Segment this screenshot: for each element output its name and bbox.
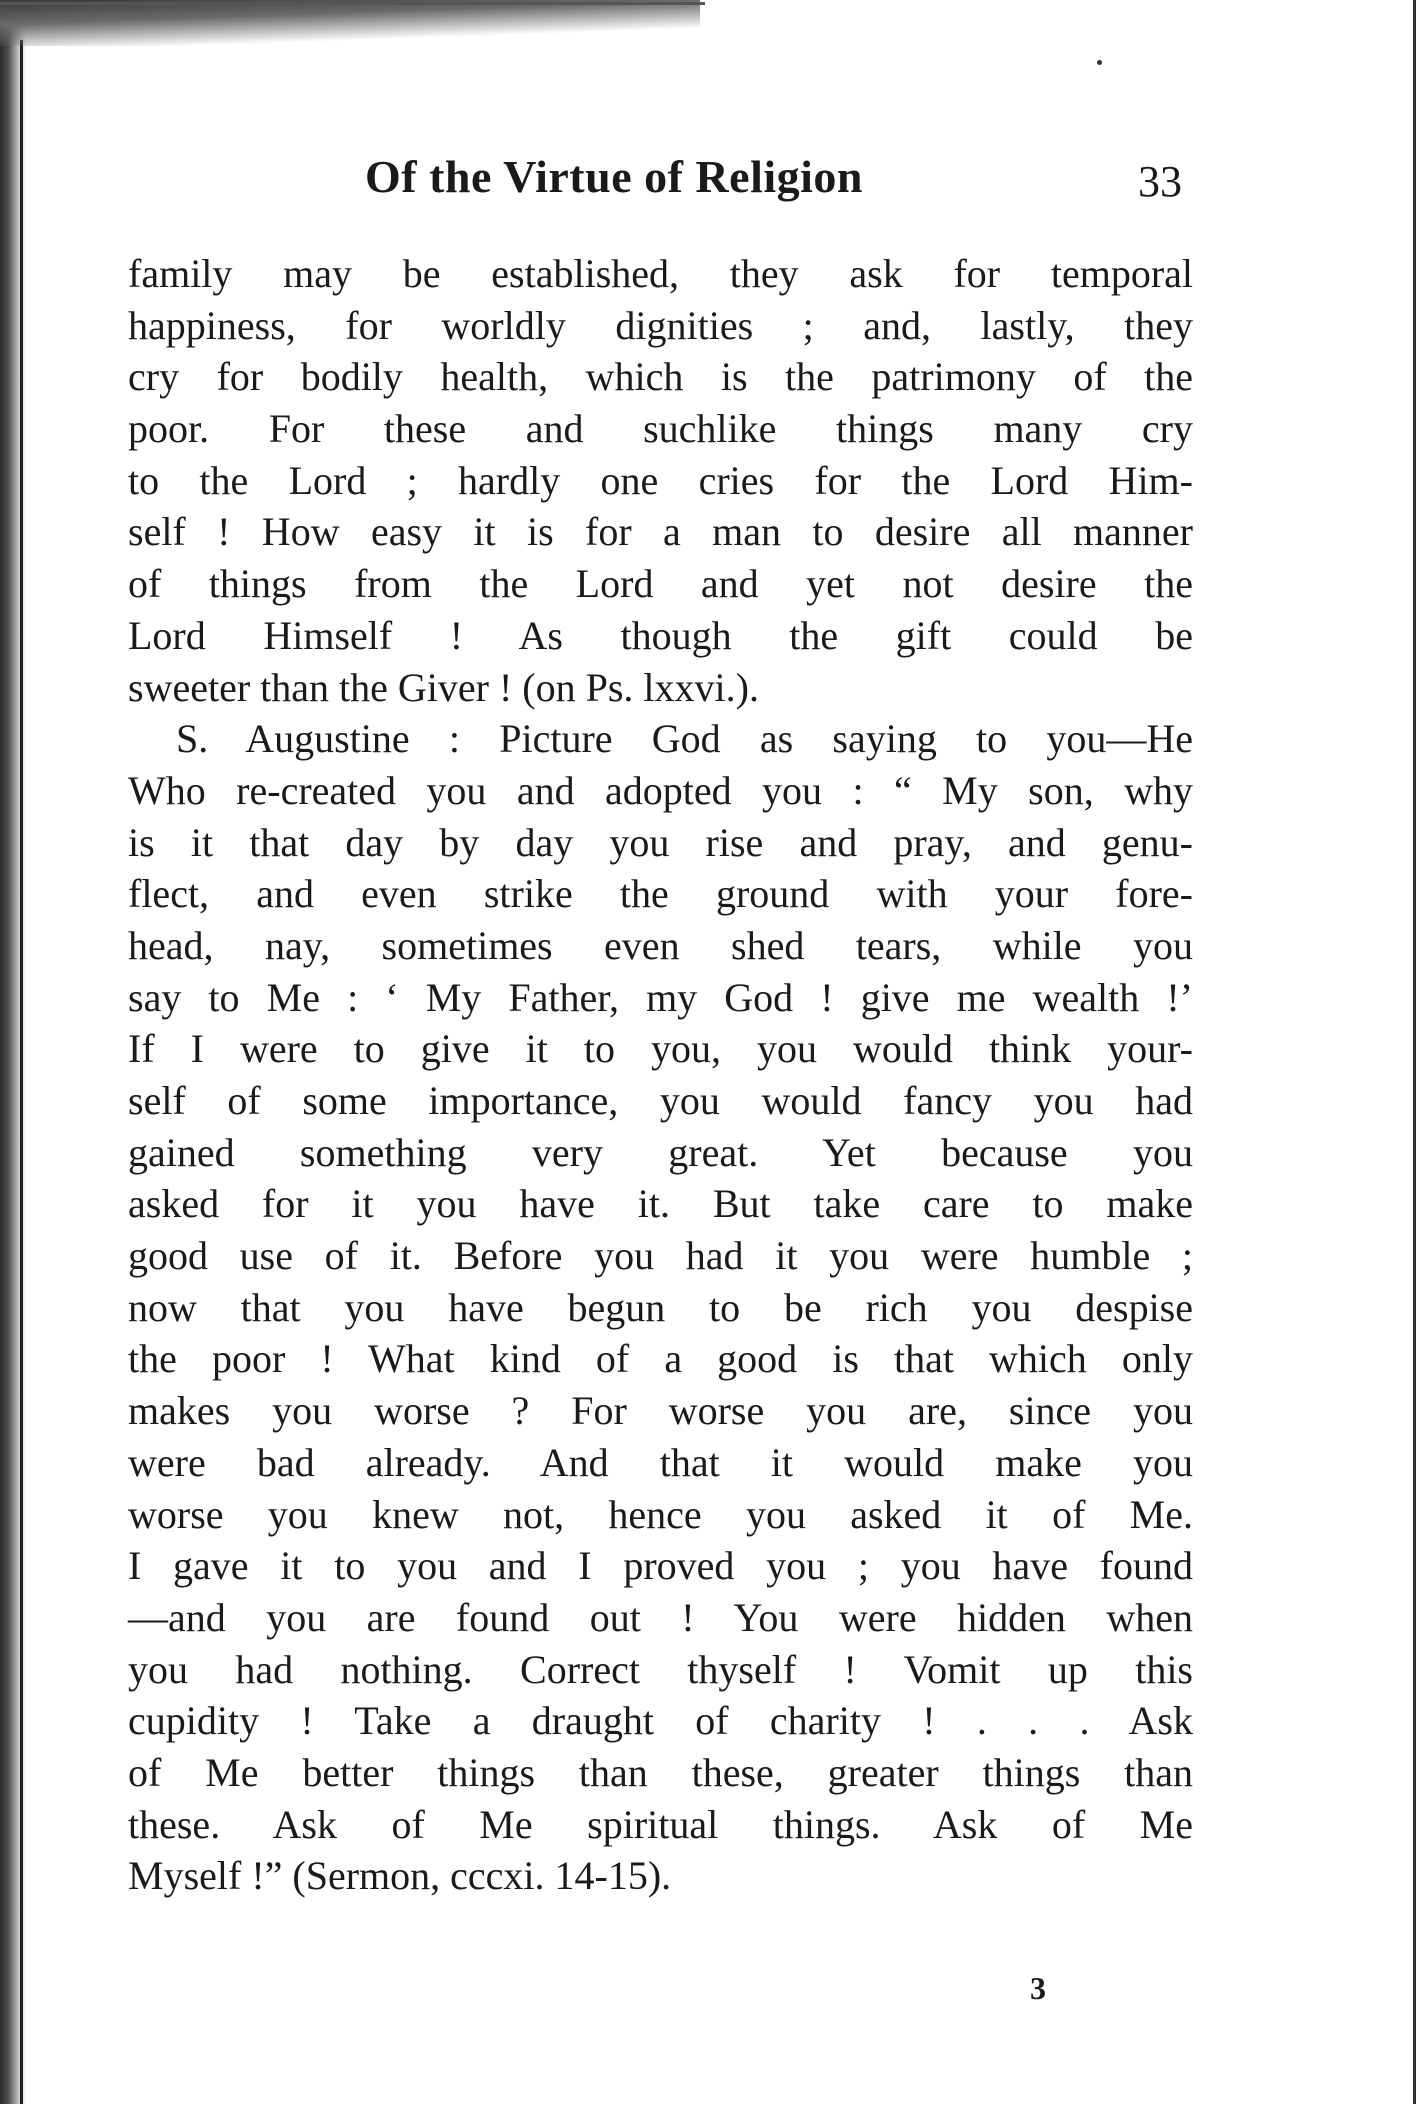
page-number: 33 bbox=[1138, 157, 1182, 206]
text-line: head, nay, sometimes even shed tears, while you bbox=[128, 922, 1193, 968]
text-line: sweeter than the Giver ! (on Ps. lxxvi.). bbox=[128, 664, 759, 710]
signature-mark: 3 bbox=[1030, 1970, 1046, 2006]
text-line: Lord Himself ! As though the gift could be bbox=[128, 612, 1193, 658]
scan-shadow-top bbox=[0, 0, 700, 46]
text-line: the poor ! What kind of a good is that which only bbox=[128, 1336, 1193, 1382]
text-line: cry for bodily health, which is the patrimony of the bbox=[128, 354, 1193, 400]
text-line: If I were to give it to you, you would think your- bbox=[128, 1026, 1193, 1072]
text-line: flect, and even strike the ground with your fore- bbox=[128, 871, 1193, 917]
body-text bbox=[128, 248, 1193, 1902]
text-line: makes you worse ? For worse you are, since you bbox=[128, 1388, 1193, 1434]
text-line: gained something very great. Yet because you bbox=[128, 1129, 1193, 1175]
text-line: I gave it to you and I proved you ; you have found bbox=[128, 1543, 1193, 1589]
text-line: now that you have begun to be rich you despise bbox=[128, 1284, 1193, 1330]
text-line: self of some importance, you would fancy you had bbox=[128, 1078, 1193, 1123]
text-line: S. Augustine : Picture God as saying to you—He bbox=[176, 716, 1193, 762]
text-line: worse you knew not, hence you asked it of Me. bbox=[128, 1491, 1193, 1537]
text-line: poor. For these and suchlike things many cry bbox=[128, 406, 1193, 452]
text-line: Who re-created you and adopted you : “ My son, why bbox=[128, 767, 1193, 813]
text-line: happiness, for worldly dignities ; and, lastly, they bbox=[128, 302, 1193, 348]
page-edge-top bbox=[0, 2, 705, 5]
page-edge-right bbox=[1413, 0, 1416, 2104]
text-line: to the Lord ; hardly one cries for the Lord Him- bbox=[128, 457, 1193, 503]
text-line: good use of it. Before you had it you were humble ; bbox=[128, 1233, 1193, 1279]
speck bbox=[1097, 60, 1102, 65]
text-line: —and you are found out ! You were hidden when bbox=[128, 1594, 1193, 1640]
text-line: of Me better things than these, greater things than bbox=[128, 1749, 1193, 1795]
text-line: Myself !” (Sermon, cccxi. 14-15). bbox=[128, 1853, 672, 1899]
text-line: asked for it you have it. But take care to make bbox=[128, 1181, 1193, 1227]
text-line: family may be established, they ask for temporal bbox=[128, 251, 1193, 296]
text-line: cupidity ! Take a draught of charity ! . . . Ask bbox=[128, 1698, 1193, 1744]
text-line: of things from the Lord and yet not desire the bbox=[128, 561, 1193, 607]
text-line: is it that day by day you rise and pray, and genu- bbox=[128, 819, 1193, 865]
page-edge-left bbox=[20, 40, 23, 2104]
text-line: these. Ask of Me spiritual things. Ask of Me bbox=[128, 1801, 1193, 1847]
text-line: say to Me : ‘ My Father, my God ! give me wealth !’ bbox=[128, 974, 1193, 1020]
page-header bbox=[0, 150, 1426, 220]
text-line: you had nothing. Correct thyself ! Vomit up this bbox=[128, 1646, 1193, 1692]
text-line: self ! How easy it is for a man to desire all manner bbox=[128, 509, 1193, 555]
running-title: Of the Virtue of Religion bbox=[365, 151, 863, 202]
text-line: were bad already. And that it would make you bbox=[128, 1439, 1193, 1485]
